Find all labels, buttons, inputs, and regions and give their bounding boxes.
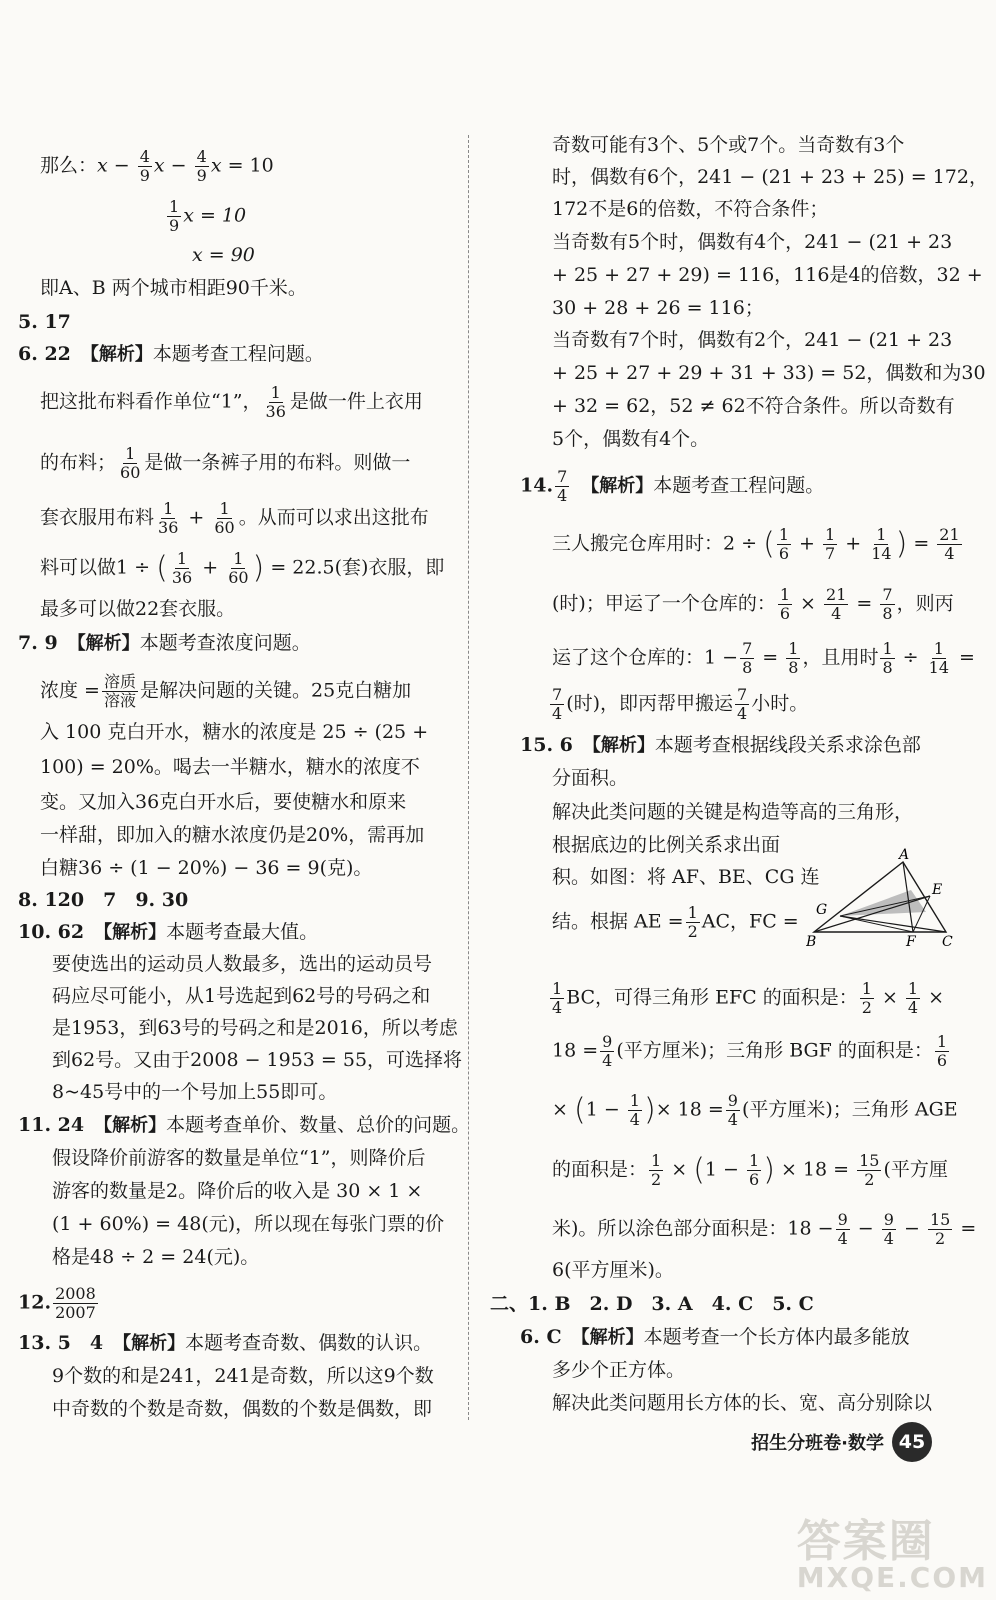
q11-line-a: 假设降价前游客的数量是单位“1”，则降价后: [52, 1147, 426, 1169]
s2-q6-header: 6. C 【解析】本题考查一个长方体内最多能放: [520, 1326, 910, 1348]
q14-line-d: $\frac{7}{4}$ (时)，即丙帮甲搬运 $\frac{7}{4}$ 小时。: [552, 685, 809, 723]
watermark-logo: [797, 1505, 988, 1594]
page-footer: [751, 1422, 932, 1462]
q15-line-f: $\frac{1}{4}$ BC，可得三角形 EFC 的面积是： $\frac{1}{2}$ × $\frac{1}{4}$ ×: [552, 979, 945, 1017]
q7-header: 7. 9 【解析】本题考查浓度问题。: [18, 632, 311, 654]
watermark-line-1: 答案圈: [796, 1516, 935, 1567]
q6-line-e: 最多可以做22套衣服。: [40, 598, 236, 620]
section2-answers: 二、1. B 2. D 3. A 4. C 5. C: [490, 1293, 814, 1315]
footer-title: 招生分班卷·数学: [751, 1433, 884, 1454]
q11-line-c: (1 + 60%) = 48(元)，所以现在每张门票的价: [52, 1213, 445, 1235]
q15-line-g: 18 = $\frac{9}{4}$ (平方厘米)；三角形 BGF 的面积是： $\frac{1}{6}$: [552, 1032, 948, 1070]
q15-line-e: 结。根据 AE = $\frac{1}{2}$ AC，FC =: [552, 903, 799, 941]
q14-line-c: 运了这个仓库的：1 − $\frac{7}{8}$ = $\frac{1}{8}$ ，且用时 $\frac{1}{8}$ ÷ $\frac{1}{14}$ =: [552, 639, 975, 677]
label-a: A: [899, 848, 910, 863]
q7-line-e: 一样甜，即加入的糖水浓度仍是20%，需再加: [40, 824, 425, 846]
q15-line-k: 6(平方厘米)。: [552, 1259, 674, 1281]
q6-line-d: 料可以做1 ÷ ( $\frac{1}{36}$ + $\frac{1}{60}$ ) = 22.5(套)衣服，即: [40, 549, 445, 587]
q11-line-d: 格是48 ÷ 2 = 24(元)。: [52, 1246, 260, 1268]
q6-line-b: 的布料； $\frac{1}{60}$ 是做一条裤子用的布料。则做一: [40, 444, 411, 482]
column-divider: [468, 135, 469, 1420]
q11-line-b: 游客的数量是2。降价后的收入是 30 × 1 ×: [52, 1180, 423, 1202]
label-g: G: [816, 902, 828, 918]
q10-line-c: 是1953，到63号的号码之和是2016，所以考虑: [52, 1017, 458, 1039]
label-f: F: [906, 934, 916, 950]
watermark-line-2: MXQE.COM: [796, 1561, 988, 1594]
label-e: E: [932, 882, 943, 898]
segment-cg: [840, 916, 946, 932]
q13-cont-3: 172不是6的倍数，不符合条件；: [552, 198, 829, 220]
q10-line-b: 码应尽可能小，从1号选起到62号的号码之和: [52, 985, 431, 1007]
q7-line-a: 浓度 = 溶质 溶液 是解决问题的关键。25克白糖加: [40, 672, 412, 710]
q6-header: 6. 22 【解析】本题考查工程问题。: [18, 343, 324, 365]
q6-line-c: 套衣服用布料 $\frac{1}{36}$ + $\frac{1}{60}$ 。从而可以求出这批布: [40, 499, 429, 537]
q15-line-i: 的面积是： $\frac{1}{2}$ × (1 − $\frac{1}{6}$ ) × 18 = $\frac{15}{2}$ (平方厘: [552, 1151, 948, 1189]
answer-text: 即A、B 两个城市相距90千米。: [40, 277, 307, 299]
q13-cont-1: 奇数可能有3个、5个或7个。当奇数有3个: [552, 134, 905, 156]
q13-line-a: 9个数的和是241，241是奇数，所以这9个数: [52, 1365, 434, 1387]
q15-line-c: 根据底边的比例关系求出面: [552, 834, 781, 856]
q14-line-a: 三人搬完仓库用时：2 ÷ ( $\frac{1}{6}$ + $\frac{1}{7}$ + $\frac{1}{14}$ ) = $\frac{21}{4}$: [552, 525, 960, 563]
q14-header: 14. $\frac{7}{4}$ 【解析】本题考查工程问题。: [520, 467, 825, 505]
q8-q9-answers: 8. 120 7 9. 30: [18, 889, 189, 911]
q13-header: 13. 5 4 【解析】本题考查奇数、偶数的认识。: [18, 1332, 433, 1354]
q13-cont-7: 当奇数有7个时，偶数有2个，241 − (21 + 23: [552, 329, 953, 351]
q14-line-b: (时)；甲运了一个仓库的： $\frac{1}{6}$ × $\frac{21}{4}$ = $\frac{7}{8}$ ，则丙: [552, 585, 954, 623]
s2-q6-line-a: 多少个正方体。: [552, 1359, 686, 1381]
q15-line-j: 米)。所以涂色部分面积是：18 − $\frac{9}{4}$ − $\frac{9}{4}$ − $\frac{15}{2}$ =: [552, 1210, 977, 1248]
q13-cont-8: + 25 + 27 + 29 + 31 + 33) = 52，偶数和为30: [552, 362, 986, 384]
q10-line-a: 要使选出的运动员人数最多，选出的运动员号: [52, 953, 433, 975]
q12-answer: 12. $\frac{2008}{2007}$: [18, 1284, 96, 1322]
equation-line-2: $\frac{1}{9}$ x = 10: [169, 197, 247, 235]
q15-line-d: 积。如图：将 AF、BE、CG 连: [552, 866, 820, 888]
q7-line-f: 白糖36 ÷ (1 − 20%) − 36 = 9(克)。: [40, 857, 373, 879]
q13-line-b: 中奇数的个数是奇数，偶数的个数是偶数，即: [52, 1398, 433, 1420]
q13-cont-9: + 32 = 62，52 ≠ 62不符合条件。所以奇数有: [552, 395, 955, 417]
q13-cont-5: + 25 + 27 + 29) = 116，116是4的倍数，32 +: [552, 264, 983, 286]
q10-line-e: 8~45号中的一个号加上55即可。: [52, 1081, 338, 1103]
q10-line-d: 到62号。又由于2008 − 1953 = 55，可选择将: [52, 1049, 463, 1071]
q15-line-a: 分面积。: [552, 767, 629, 789]
equation-line-1: 那么：x − $\frac{4}{9}$ x − $\frac{4}{9}$ x = 10: [40, 147, 274, 185]
q15-line-b: 解决此类问题的关键是构造等高的三角形，: [552, 801, 914, 823]
q13-cont-2: 时，偶数有6个，241 − (21 + 23 + 25) = 172，: [552, 166, 988, 188]
segment-gf: [840, 916, 913, 932]
page-number-badge: 45: [892, 1422, 932, 1462]
q6-line-a: 把这批布料看作单位“1”， $\frac{1}{36}$ 是做一件上衣用: [40, 383, 423, 421]
q7-line-d: 变。又加入36克白开水后，要使糖水和原来: [40, 791, 407, 813]
shaded-region: [840, 890, 926, 916]
q7-line-c: 100) = 20%。喝去一半糖水，糖水的浓度不: [40, 756, 420, 778]
s2-q6-line-b: 解决此类问题用长方体的长、宽、高分别除以: [552, 1392, 933, 1414]
q13-cont-6: 30 + 28 + 26 = 116；: [552, 297, 764, 319]
q5-answer: 5. 17: [18, 311, 71, 333]
q13-cont-4: 当奇数有5个时，偶数有4个，241 − (21 + 23: [552, 231, 953, 253]
q13-cont-10: 5个，偶数有4个。: [552, 428, 710, 450]
q15-header: 15. 6 【解析】本题考查根据线段关系求涂色部: [520, 734, 921, 756]
equation-line-3: x = 90: [192, 244, 255, 266]
q7-line-b: 入 100 克白开水，糖水的浓度是 25 ÷ (25 +: [40, 721, 429, 743]
label-b: B: [806, 934, 817, 950]
q10-header: 10. 62 【解析】本题考查最大值。: [18, 921, 319, 943]
q11-header: 11. 24 【解析】本题考查单价、数量、总价的问题。: [18, 1114, 471, 1136]
q15-line-h: × (1 − $\frac{1}{4}$ )× 18 = $\frac{9}{4}$ (平方厘米)；三角形 AGE: [552, 1091, 958, 1129]
triangle-figure: [806, 848, 956, 950]
label-c: C: [942, 934, 953, 950]
